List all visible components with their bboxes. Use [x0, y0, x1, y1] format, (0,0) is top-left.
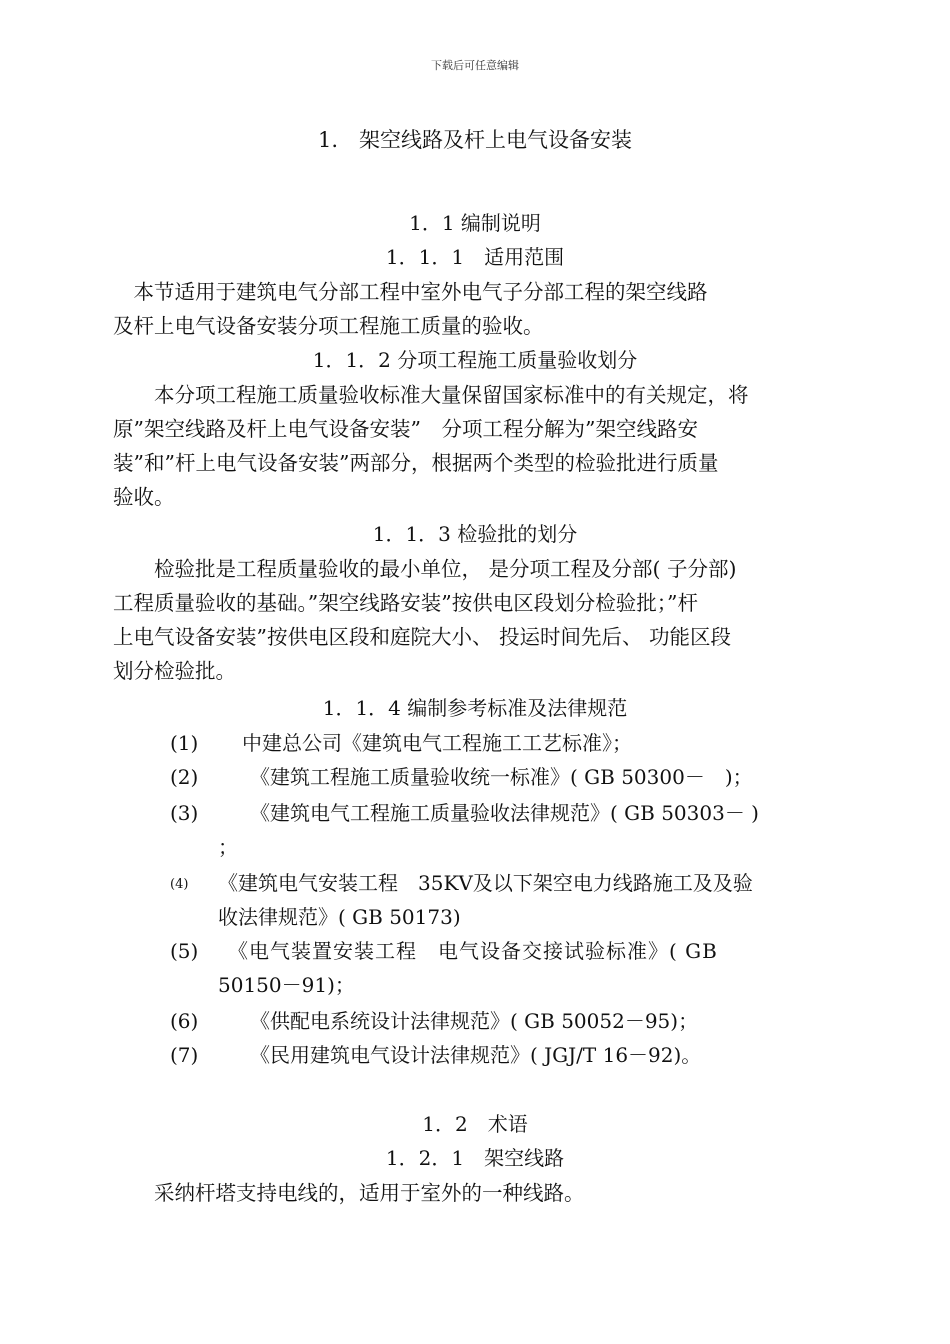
section-1-1-2-paragraph — [113, 378, 837, 514]
section-1-2-1-heading: 1．2．1 架空线路 — [385, 1146, 565, 1170]
reference-text: 《建筑电气工程施工质量验收法律规范》( GB 50303－ ) — [250, 801, 759, 825]
section-1-1-3-heading: 1．1．3 检验批的划分 — [372, 522, 578, 546]
section-1-1-2-heading: 1．1．2 分项工程施工质量验收划分 — [312, 348, 638, 372]
section-1-2-1-paragraph — [113, 1176, 837, 1210]
paragraph-line: 本分项工程施工质量验收标准大量保留国家标准中的有关规定，将 — [113, 383, 749, 407]
section-1-2-heading: 1．2 术语 — [422, 1112, 528, 1136]
paragraph-line: 及杆上电气设备安装分项工程施工质量的验收。 — [113, 314, 544, 338]
section-1-1-4-heading: 1．1．4 编制参考标准及法律规范 — [322, 696, 628, 720]
reference-text: 《民用建筑电气设计法律规范》( JGJ/T 16－92)。 — [250, 1043, 702, 1067]
reference-item — [170, 796, 838, 866]
section-1-1-3-paragraph — [113, 552, 837, 688]
paragraph-line: 工程质量验收的基础。”架空线路安装”按供电区段划分检验批；”杆 — [113, 591, 698, 615]
paragraph-line: 本节适用于建筑电气分部工程中室外电气子分部工程的架空线路 — [113, 280, 708, 304]
reference-item — [170, 866, 838, 936]
paragraph-line: 原”架空线路及杆上电气设备安装” 分项工程分解为”架空线路安 — [113, 417, 698, 441]
reference-text: 《电气装置安装工程 电气设备交接试验标准》( GB — [228, 939, 718, 963]
reference-item — [170, 934, 838, 1004]
reference-text: 《建筑电气安装工程 35KV及以下架空电力线路施工及及验 — [218, 871, 753, 895]
reference-continuation: ； — [218, 835, 238, 859]
page-header: 下载后可任意编辑 — [431, 59, 519, 72]
section-1-1-1-paragraph — [113, 275, 837, 343]
section-1-1-heading: 1．1 编制说明 — [409, 211, 541, 235]
chapter-title: 1. 架空线路及杆上电气设备安装 — [317, 128, 633, 152]
reference-text: 《供配电系统设计法律规范》( GB 50052－95)； — [250, 1009, 699, 1033]
paragraph-line: 划分检验批。 — [113, 659, 236, 683]
reference-number: (2) — [170, 765, 199, 789]
reference-number: (6) — [170, 1009, 199, 1033]
reference-number: (5) — [170, 939, 199, 963]
reference-continuation: 50150－91)； — [218, 973, 355, 997]
section-1-1-1-heading: 1．1．1 适用范围 — [385, 245, 565, 269]
paragraph-line: 验收。 — [113, 485, 175, 509]
paragraph-line: 检验批是工程质量验收的最小单位， 是分项工程及分部( 子分部) — [113, 557, 737, 581]
reference-number: (1) — [170, 731, 199, 755]
paragraph-line: 上电气设备安装”按供电区段和庭院大小、 投运时间先后、 功能区段 — [113, 625, 732, 649]
reference-text: 中建总公司《建筑电气工程施工工艺标准》； — [242, 731, 632, 755]
paragraph-line: 装”和”杆上电气设备安装”两部分，根据两个类型的检验批进行质量 — [113, 451, 719, 475]
paragraph-line: 采纳杆塔支持电线的，适用于室外的一种线路。 — [113, 1181, 585, 1205]
reference-number: (3) — [170, 801, 199, 825]
reference-number: (4) — [170, 877, 189, 892]
reference-number: (7) — [170, 1043, 199, 1067]
reference-continuation: 收法律规范》( GB 50173) — [218, 905, 461, 929]
reference-text: 《建筑工程施工质量验收统一标准》( GB 50300－ )； — [250, 765, 753, 789]
